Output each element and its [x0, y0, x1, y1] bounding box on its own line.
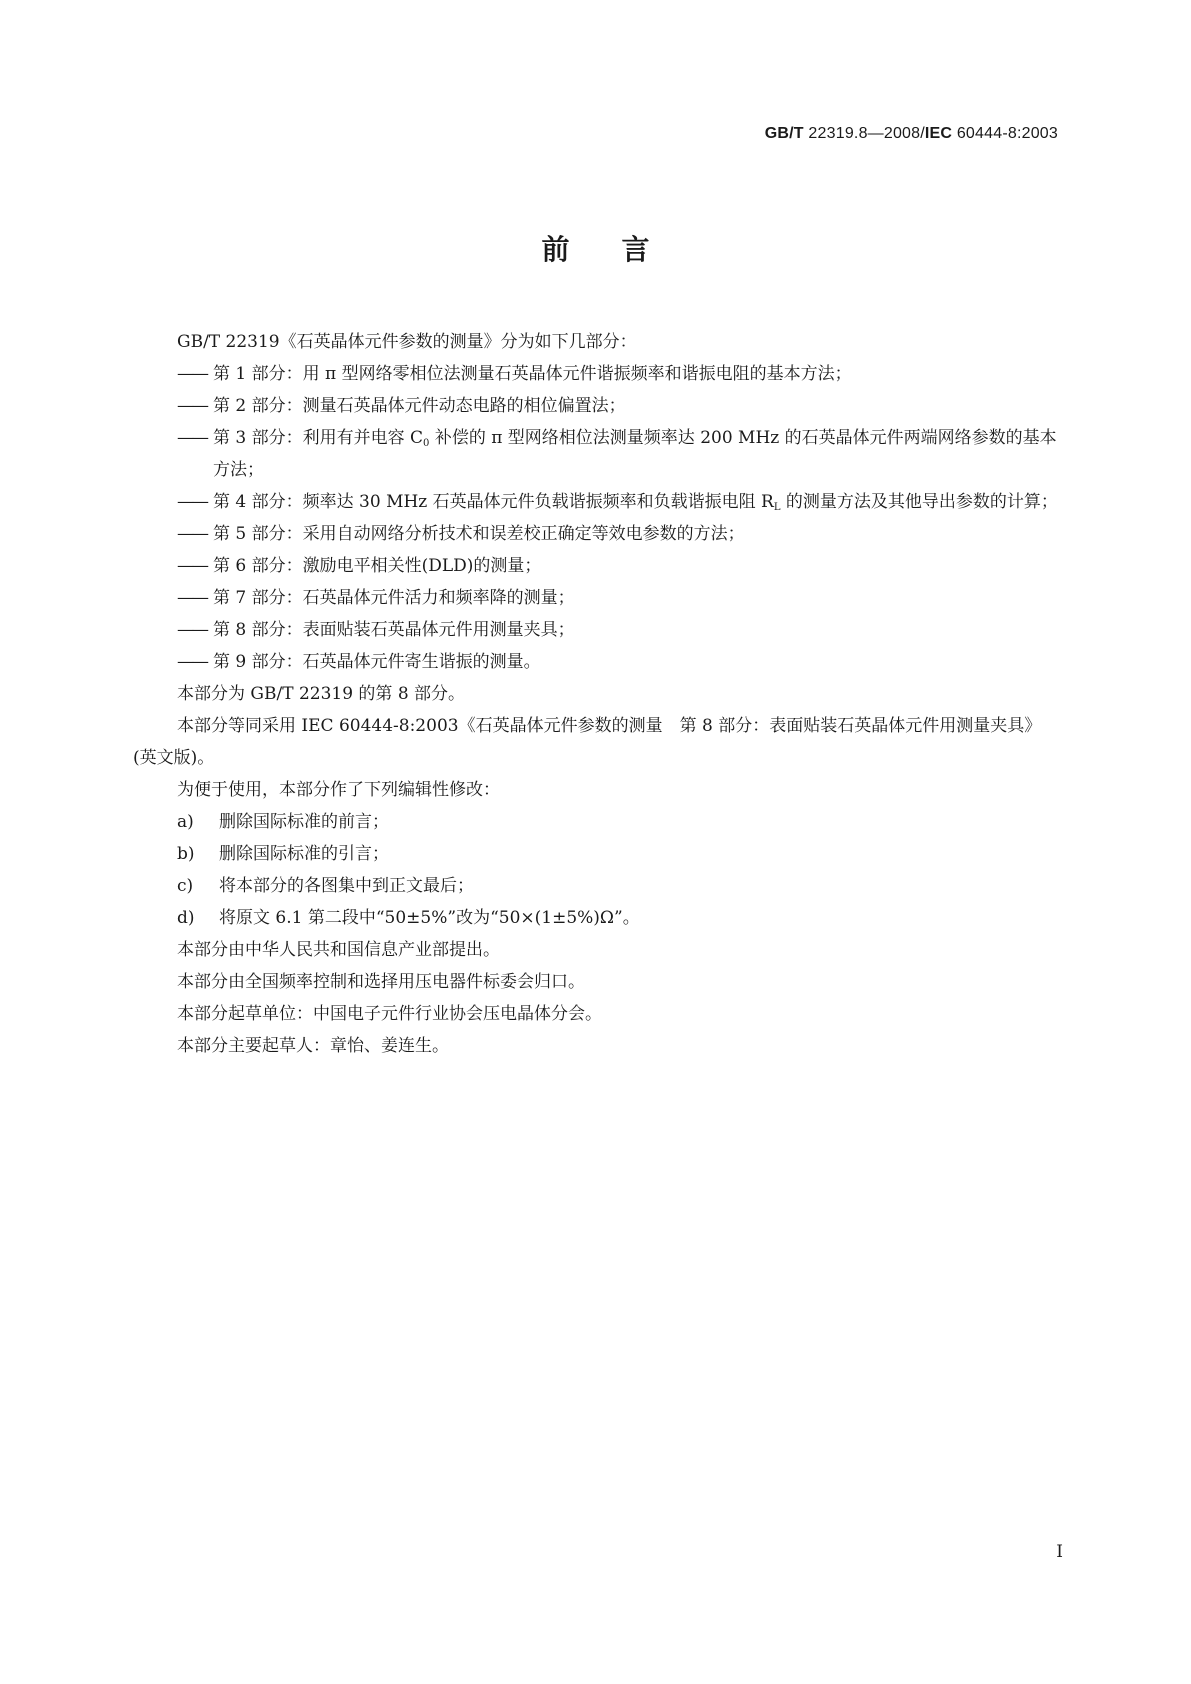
edit-list-item [133, 870, 1061, 902]
part-text: 第 9 部分：石英晶体元件寄生谐振的测量。 [213, 652, 541, 672]
committee-paragraph: 本部分由全国频率控制和选择用压电器件标委会归口。 [177, 972, 585, 992]
edit-text: 将原文 6.1 第二段中“50±5%”改为“50×(1±5%)Ω”。 [219, 908, 640, 928]
part-list-item [133, 646, 1061, 678]
drafters-paragraph: 本部分主要起草人：章怡、姜连生。 [177, 1036, 449, 1056]
intro-paragraph: GB/T 22319《石英晶体元件参数的测量》分为如下几部分： [177, 332, 637, 352]
part-text: 第 5 部分：采用自动网络分析技术和误差校正确定等效电参数的方法； [213, 524, 745, 544]
edit-list-item [133, 902, 1061, 934]
subscript: 0 [423, 438, 430, 449]
list-marker: b) [177, 844, 195, 864]
subscript: L [773, 502, 781, 513]
part-text: 第 4 部分：频率达 30 MHz 石英晶体元件负载谐振频率和负载谐振电阻 R [213, 492, 774, 512]
standard-code-header [765, 125, 1058, 143]
dash-marker: —— [177, 396, 207, 416]
edit-text: 删除国际标准的引言； [219, 844, 389, 864]
part-text: 第 7 部分：石英晶体元件活力和频率降的测量； [213, 588, 575, 608]
part-list-item [133, 614, 1061, 646]
part-text: 补偿的 π 型网络相位法测量频率达 200 MHz 的石英晶体元件两端网络参数的基本方法； [213, 428, 1057, 480]
list-marker: d) [177, 908, 195, 928]
part-list-item [133, 582, 1061, 614]
std-code-number: 22319.8—2008/ [803, 125, 925, 142]
part-text: 第 6 部分：激励电平相关性(DLD)的测量； [213, 556, 542, 576]
dash-marker: —— [177, 588, 207, 608]
dash-marker: —— [177, 524, 207, 544]
document-body [133, 326, 1061, 1062]
std-code-prefix: GB/T [764, 125, 804, 142]
edit-list-item [133, 806, 1061, 838]
dash-marker: —— [177, 652, 207, 672]
part-text: 第 3 部分：利用有并电容 C [213, 428, 424, 448]
dash-marker: —— [177, 556, 207, 576]
list-marker: a) [177, 812, 194, 832]
iec-number: 60444-8:2003 [952, 125, 1058, 142]
edit-text: 将本部分的各图集中到正文最后； [219, 876, 474, 896]
part-list-item [133, 550, 1061, 582]
part-list-item [133, 358, 1061, 390]
dash-marker: —— [177, 428, 207, 448]
dash-marker: —— [177, 364, 207, 384]
part-text: 第 8 部分：表面贴装石英晶体元件用测量夹具； [213, 620, 575, 640]
adoption-paragraph: 本部分等同采用 IEC 60444-8:2003《石英晶体元件参数的测量 第 8 部分：表面贴装石英晶体元件用测量夹具》(英文版)。 [133, 716, 1042, 768]
dash-marker: —— [177, 620, 207, 640]
part-text: 第 2 部分：测量石英晶体元件动态电路的相位偏置法； [213, 396, 626, 416]
part-text: 第 1 部分：用 π 型网络零相位法测量石英晶体元件谐振频率和谐振电阻的基本方法； [213, 364, 852, 384]
page-title: 前言 [541, 233, 702, 266]
this-part-paragraph: 本部分为 GB/T 22319 的第 8 部分。 [177, 684, 466, 704]
part-text: 的测量方法及其他导出参数的计算； [780, 492, 1058, 512]
drafting-unit-paragraph: 本部分起草单位：中国电子元件行业协会压电晶体分会。 [177, 1004, 602, 1024]
part-list-item [133, 486, 1061, 518]
list-marker: c) [177, 876, 194, 896]
edit-intro-paragraph: 为便于使用，本部分作了下列编辑性修改： [177, 780, 500, 800]
iec-prefix: IEC [924, 125, 953, 142]
dash-marker: —— [177, 492, 207, 512]
proposer-paragraph: 本部分由中华人民共和国信息产业部提出。 [177, 940, 500, 960]
part-list-item [133, 422, 1061, 486]
edit-list-item [133, 838, 1061, 870]
part-list-item [133, 390, 1061, 422]
edit-text: 删除国际标准的前言； [219, 812, 389, 832]
part-list-item [133, 518, 1061, 550]
page-number: I [1056, 1542, 1063, 1562]
